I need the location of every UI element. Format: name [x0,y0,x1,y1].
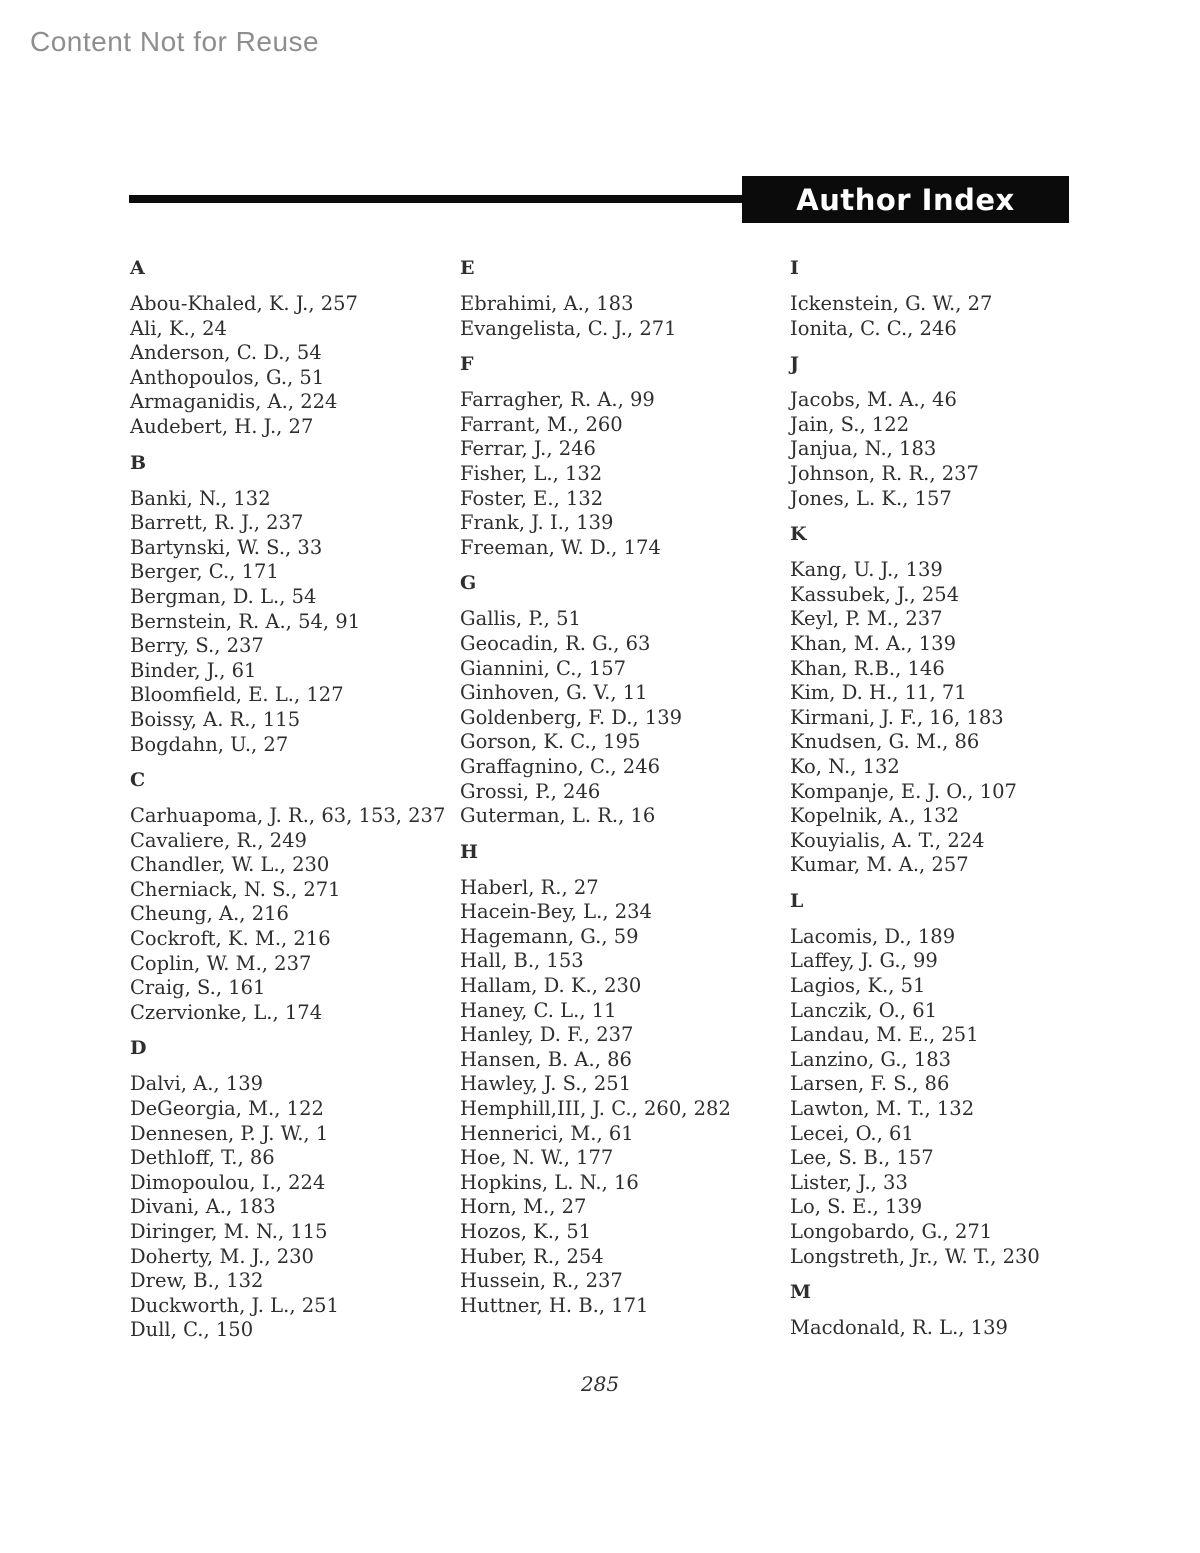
index-entry: Dimopoulou, I., 224 [130,1170,326,1194]
section-letter: L [790,889,804,912]
index-entry: Lo, S. E., 139 [790,1195,923,1219]
section-letter: F [460,353,474,376]
index-entry: Johnson, R. R., 237 [790,461,979,485]
index-entry: Kirmani, J. F., 16, 183 [790,705,1004,729]
index-entry: Dull, C., 150 [130,1318,254,1342]
index-entry: Grossi, P., 246 [460,779,601,803]
index-entry: Ginhoven, G. V., 11 [460,681,648,705]
index-entry: Keyl, P. M., 237 [790,607,943,631]
index-entry: Ionita, C. C., 246 [790,316,957,340]
index-entry: Lecei, O., 61 [790,1121,914,1145]
index-entry: Farrant, M., 260 [460,412,623,436]
index-entry: Hacein-Bey, L., 234 [460,900,652,924]
index-entry: Cherniack, N. S., 271 [130,877,341,901]
section-letter: M [790,1281,812,1304]
index-entry: Hoe, N. W., 177 [460,1146,614,1170]
index-entry: Hanley, D. F., 237 [460,1023,634,1047]
index-entry: Hennerici, M., 61 [460,1121,634,1145]
index-entry: Larsen, F. S., 86 [790,1072,950,1096]
page-title: Author Index [796,182,1015,217]
index-entry: Lee, S. B., 157 [790,1146,934,1170]
index-entry: Graffagnino, C., 246 [460,754,661,778]
index-column [790,256,1120,1341]
index-entry: Kouyialis, A. T., 224 [790,828,985,852]
index-entry: Doherty, M. J., 230 [130,1244,314,1268]
index-entry: Lagios, K., 51 [790,974,926,998]
index-entry: Dalvi, A., 139 [130,1072,264,1096]
index-entry: Ickenstein, G. W., 27 [790,292,993,315]
index-entry: Divani, A., 183 [130,1195,276,1219]
section-letter: D [130,1037,147,1060]
index-entry: Diringer, M. N., 115 [130,1220,328,1243]
index-entry: Khan, M. A., 139 [790,631,956,655]
index-entry: Bartynski, W. S., 33 [130,535,323,559]
index-entry: Carhuapoma, J. R., 63, 153, 237 [130,804,446,828]
index-entry: Hagemann, G., 59 [460,924,639,948]
section-letter: B [130,451,147,474]
index-entry: Haney, C. L., 11 [460,998,617,1022]
index-entry: Jain, S., 122 [790,412,910,436]
index-entry: Binder, J., 61 [130,658,257,682]
index-entry: Hawley, J. S., 251 [460,1072,632,1096]
header-title-bar [742,176,1069,223]
index-column [460,256,790,1318]
index-column [130,256,460,1343]
index-entry: Ali, K., 24 [130,316,227,340]
index-entry: Banki, N., 132 [130,486,271,510]
index-entry: Hussein, R., 237 [460,1269,623,1293]
section-letter: J [790,353,799,376]
index-entry: Foster, E., 132 [460,486,604,510]
index-entry: Landau, M. E., 251 [790,1023,979,1047]
index-entry: Dethloff, T., 86 [130,1146,275,1170]
index-entry: Cockroft, K. M., 216 [130,927,331,951]
index-entry: Audebert, H. J., 27 [130,414,314,438]
index-entry: Hemphill,III, J. C., 260, 282 [460,1097,731,1121]
index-entry: Jacobs, M. A., 46 [790,388,957,412]
index-entry: Janjua, N., 183 [790,437,937,461]
section-letter: I [790,257,799,279]
index-entry: Ko, N., 132 [790,754,900,778]
index-entry: Macdonald, R. L., 139 [790,1316,1008,1340]
index-entry: Duckworth, J. L., 251 [130,1293,339,1317]
index-entry: Khan, R.B., 146 [790,656,945,680]
index-entry: Guterman, L. R., 16 [460,804,656,828]
index-entry: Kompanje, E. J. O., 107 [790,779,1017,803]
index-entry: Kassubek, J., 254 [790,582,960,606]
index-entry: Longobardo, G., 271 [790,1220,993,1243]
index-entry: Chandler, W. L., 230 [130,853,330,877]
index-entry: Kim, D. H., 11, 71 [790,681,967,705]
section-letter: G [460,572,477,595]
index-entry: Armaganidis, A., 224 [130,390,338,414]
index-entry: Laffey, J. G., 99 [790,949,938,973]
index-entry: Knudsen, G. M., 86 [790,730,980,754]
index-entry: Berger, C., 171 [130,560,279,584]
section-letter: A [130,257,145,279]
index-entry: Goldenberg, F. D., 139 [460,705,683,729]
header-rule-line [129,195,743,203]
index-entry: Lister, J., 33 [790,1170,908,1194]
section-letter: E [460,257,475,279]
index-entry: Hall, B., 153 [460,949,584,973]
index-entry: Hozos, K., 51 [460,1220,592,1243]
index-entry: Lacomis, D., 189 [790,924,956,948]
index-entry: Freeman, W. D., 174 [460,535,661,559]
index-entry: Hopkins, L. N., 16 [460,1170,639,1194]
index-entry: DeGeorgia, M., 122 [130,1097,324,1121]
index-entry: Huttner, H. B., 171 [460,1293,649,1317]
index-entry: Boissy, A. R., 115 [130,707,301,731]
section-letter: K [790,523,807,546]
index-entry: Lanzino, G., 183 [790,1047,952,1071]
index-entry: Geocadin, R. G., 63 [460,631,651,655]
index-entry: Czervionke, L., 174 [130,1000,323,1024]
index-entry: Horn, M., 27 [460,1195,587,1219]
index-entry: Lawton, M. T., 132 [790,1097,975,1121]
index-entry: Huber, R., 254 [460,1244,604,1268]
index-entry: Anderson, C. D., 54 [130,341,322,365]
index-entry: Hallam, D. K., 230 [460,974,642,998]
index-entry: Drew, B., 132 [130,1269,264,1293]
index-entry: Cheung, A., 216 [130,902,289,926]
index-entry: Craig, S., 161 [130,976,266,1000]
index-entry: Anthopoulos, G., 51 [130,365,325,389]
section-letter: C [130,769,146,792]
page-number: 285 [580,1372,620,1396]
index-entry: Ebrahimi, A., 183 [460,292,634,315]
index-entry: Giannini, C., 157 [460,656,627,680]
index-entry: Hansen, B. A., 86 [460,1047,632,1071]
index-entry: Jones, L. K., 157 [790,486,952,510]
index-entry: Kumar, M. A., 257 [790,853,969,877]
index-entry: Gorson, K. C., 195 [460,730,641,754]
index-entry: Barrett, R. J., 237 [130,511,304,535]
index-entry: Ferrar, J., 246 [460,437,596,461]
index-entry: Haberl, R., 27 [460,875,599,899]
index-entry: Bogdahn, U., 27 [130,732,289,756]
index-entry: Frank, J. I., 139 [460,511,614,535]
watermark-text: Content Not for Reuse [30,26,320,57]
index-entry: Berry, S., 237 [130,634,264,658]
index-entry: Lanczik, O., 61 [790,998,938,1022]
index-columns [130,256,1130,1343]
index-entry: Longstreth, Jr., W. T., 230 [790,1244,1040,1268]
index-entry: Farragher, R. A., 99 [460,388,655,412]
index-entry: Dennesen, P. J. W., 1 [130,1121,329,1145]
index-entry: Bloomfield, E. L., 127 [130,683,344,707]
index-entry: Fisher, L., 132 [460,461,603,485]
index-entry: Coplin, W. M., 237 [130,951,312,975]
index-entry: Bergman, D. L., 54 [130,584,317,608]
index-entry: Evangelista, C. J., 271 [460,316,677,340]
index-entry: Kang, U. J., 139 [790,558,943,582]
index-entry: Cavaliere, R., 249 [130,828,307,852]
index-entry: Kopelnik, A., 132 [790,804,959,828]
index-entry: Bernstein, R. A., 54, 91 [130,609,361,633]
index-entry: Abou-Khaled, K. J., 257 [130,292,358,315]
index-entry: Gallis, P., 51 [460,607,581,631]
section-letter: H [460,840,478,863]
